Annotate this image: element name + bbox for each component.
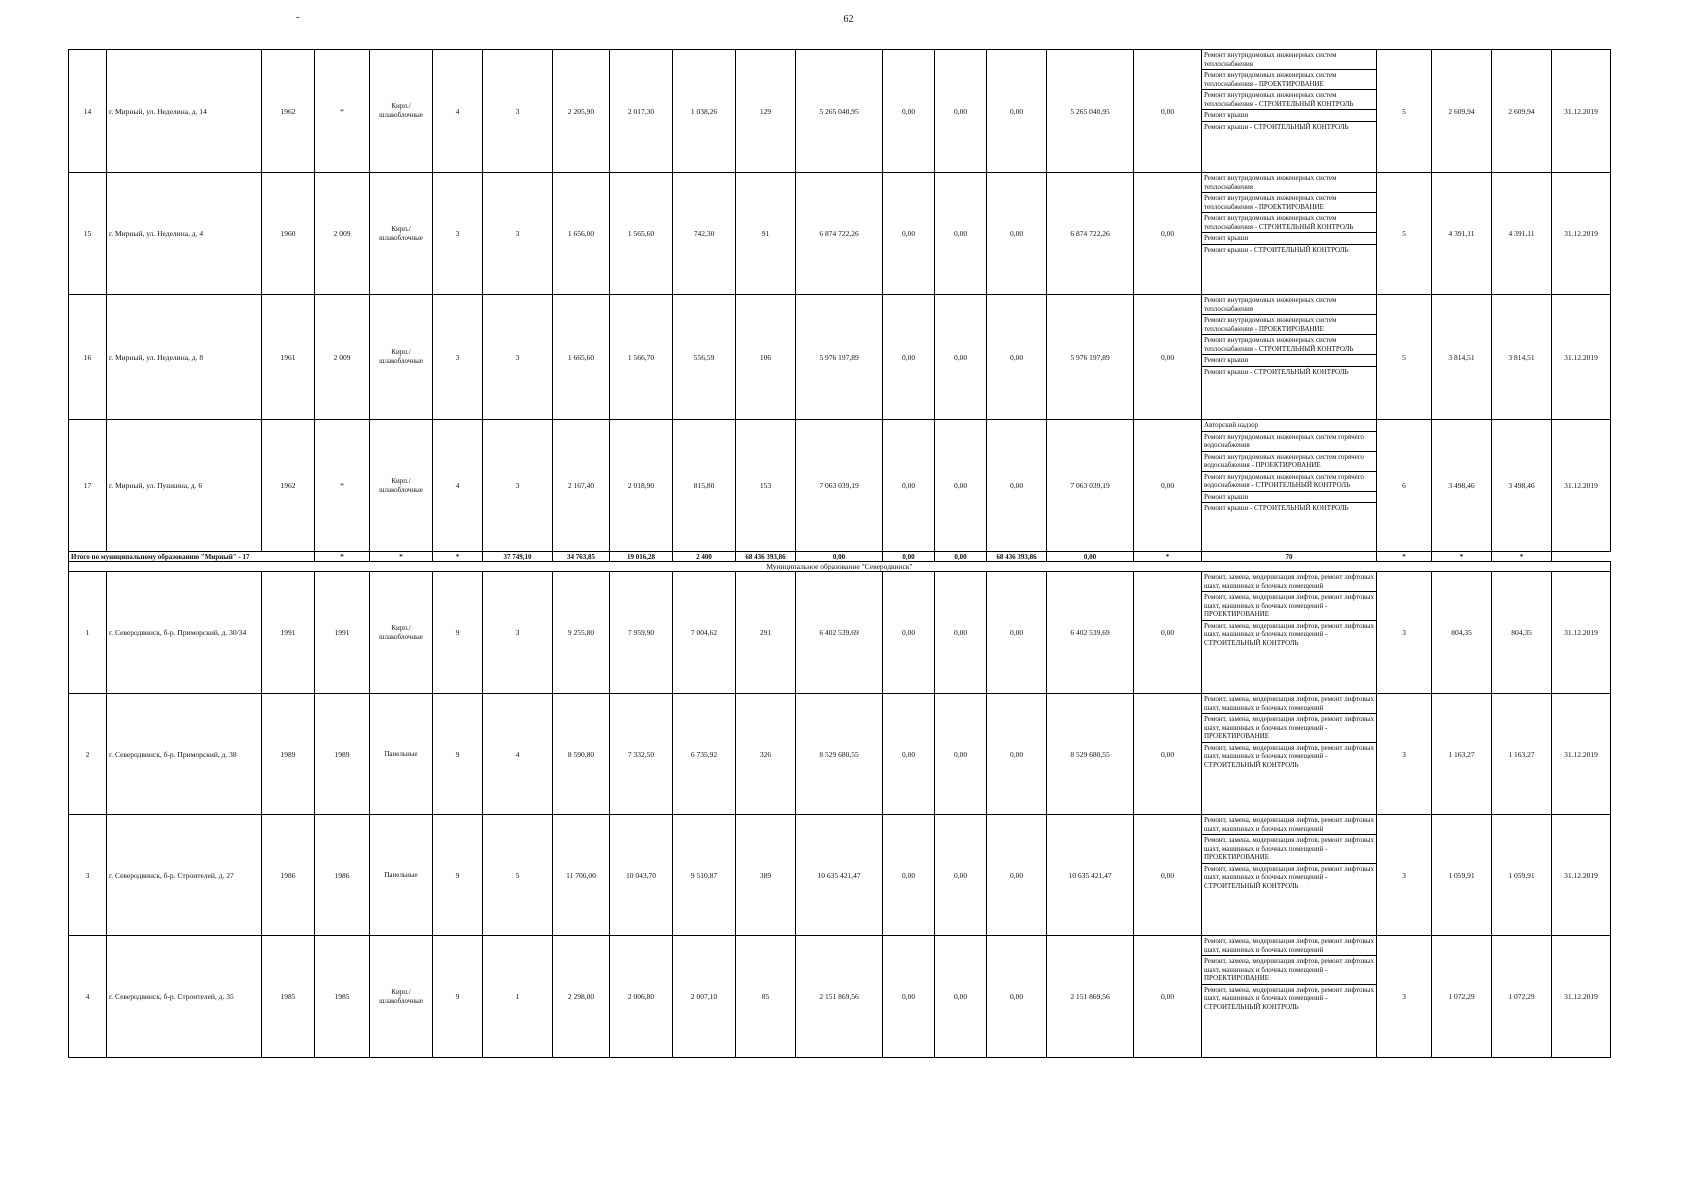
cell-area-owned: 742,30	[673, 173, 736, 295]
cell-unit-limit: 3 498,46	[1492, 420, 1552, 552]
cell-area-total: 11 706,00	[553, 815, 610, 936]
cell-area-owned: 1 038,26	[673, 50, 736, 173]
cell-unit-cost: 3 814,51	[1432, 295, 1492, 420]
cell-area-owned: 2 007,10	[673, 936, 736, 1058]
cell-fund-federal: 0,00	[883, 694, 935, 815]
total-fund-owners: 68 436 393,86	[987, 552, 1047, 562]
cell-fund-federal: 0,00	[883, 50, 935, 173]
work-item: Авторский надзор	[1202, 420, 1376, 432]
cell-fund-owners: 7 063 039,19	[1047, 420, 1134, 552]
cell-num: 14	[69, 50, 107, 173]
cell-material: Кирп./ шлакоблочные	[370, 420, 433, 552]
cell-fund-local: 0,00	[987, 694, 1047, 815]
cell-num: 2	[69, 694, 107, 815]
cell-fund-other: 0,00	[1134, 173, 1202, 295]
cell-cost-total: 2 151 869,56	[796, 936, 883, 1058]
work-item: Ремонт крыши	[1202, 492, 1376, 504]
cell-area-owned: 556,59	[673, 295, 736, 420]
cell-deadline: 31.12.2019	[1552, 694, 1611, 815]
work-item: Ремонт внутридомовых инженерных систем теплоснабжения - СТРОИТЕЛЬНЫЙ КОНТРОЛЬ	[1202, 213, 1376, 233]
cell-address: г. Северодвинск, б-р. Приморский, д. 38	[107, 694, 262, 815]
cell-material: Кирп./ шлакоблочные	[370, 50, 433, 173]
cell-year-built: 1991	[262, 572, 315, 694]
cell-area-owned: 6 735,92	[673, 694, 736, 815]
cell-num: 3	[69, 815, 107, 936]
cell-year-overhaul: *	[315, 50, 370, 173]
cell-year-overhaul: 1985	[315, 936, 370, 1058]
cell-year-overhaul: 2 009	[315, 295, 370, 420]
work-item: Ремонт крыши	[1202, 355, 1376, 367]
cell-area-living: 7 332,50	[610, 694, 673, 815]
cell-unit-limit: 3 814,51	[1492, 295, 1552, 420]
cell-year-overhaul: 1986	[315, 815, 370, 936]
work-item: Ремонт внутридомовых инженерных систем горячего водоснабжения	[1202, 432, 1376, 452]
cell-unit-cost: 1 059,91	[1432, 815, 1492, 936]
cell-deadline: 31.12.2019	[1552, 420, 1611, 552]
cell-fund-other: 0,00	[1134, 815, 1202, 936]
cell-area-total: 1 665,60	[553, 295, 610, 420]
cell-fund-owners: 10 635 421,47	[1047, 815, 1134, 936]
cell-deadline: 31.12.2019	[1552, 572, 1611, 694]
work-item: Ремонт внутридомовых инженерных систем теплоснабжения - СТРОИТЕЛЬНЫЙ КОНТРОЛЬ	[1202, 335, 1376, 355]
cell-residents: 326	[736, 694, 796, 815]
cell-works-list	[1202, 295, 1377, 420]
cell-address: г. Мирный, ул. Неделина, д. 14	[107, 50, 262, 173]
work-item: Ремонт крыши	[1202, 110, 1376, 122]
cell-num: 17	[69, 420, 107, 552]
total-c4: *	[370, 552, 433, 562]
cell-num: 4	[69, 936, 107, 1058]
cell-fund-owners: 6 402 539,69	[1047, 572, 1134, 694]
cell-fund-other: 0,00	[1134, 295, 1202, 420]
work-item: Ремонт внутридомовых инженерных систем теплоснабжения	[1202, 50, 1376, 70]
table-row	[69, 694, 1611, 815]
total-cost-total: 68 436 393,86	[736, 552, 796, 562]
cell-address: г. Северодвинск, б-р. Строителей, д. 35	[107, 936, 262, 1058]
cell-residents: 129	[736, 50, 796, 173]
total-deadline: *	[1492, 552, 1552, 562]
cell-works-count: 5	[1377, 173, 1432, 295]
cell-year-overhaul: 1989	[315, 694, 370, 815]
cell-works-list	[1202, 572, 1377, 694]
cell-area-living: 1 565,60	[610, 173, 673, 295]
cell-fund-other: 0,00	[1134, 50, 1202, 173]
cell-address: г. Северодвинск, б-р. Приморский, д. 30/34	[107, 572, 262, 694]
work-item: Ремонт внутридомовых инженерных систем теплоснабжения	[1202, 173, 1376, 193]
total-fund-regional: 0,00	[883, 552, 935, 562]
cell-unit-limit: 1 059,91	[1492, 815, 1552, 936]
cell-floors: 3	[433, 173, 483, 295]
cell-unit-limit: 1 072,29	[1492, 936, 1552, 1058]
cell-year-built: 1962	[262, 420, 315, 552]
cell-unit-cost: 1 163,27	[1432, 694, 1492, 815]
cell-address: г. Северодвинск, б-р. Строителей, д. 27	[107, 815, 262, 936]
cell-area-total: 2 167,40	[553, 420, 610, 552]
cell-fund-regional: 0,00	[935, 694, 987, 815]
cell-floors: 4	[433, 420, 483, 552]
work-item: Ремонт, замена, модернизация лифтов, ремонт лифтовых шахт, машинных и блочных помещений - СТРОИТЕЛЬНЫЙ КОНТРОЛЬ	[1204, 621, 1374, 647]
cell-entrances: 3	[483, 295, 553, 420]
work-item: Ремонт крыши - СТРОИТЕЛЬНЫЙ КОНТРОЛЬ	[1204, 122, 1349, 131]
cell-fund-regional: 0,00	[935, 815, 987, 936]
cell-year-built: 1989	[262, 694, 315, 815]
table-row	[69, 420, 1611, 552]
table-row	[69, 936, 1611, 1058]
cell-fund-regional: 0,00	[935, 50, 987, 173]
cell-year-built: 1960	[262, 173, 315, 295]
cell-deadline: 31.12.2019	[1552, 173, 1611, 295]
cell-deadline: 31.12.2019	[1552, 815, 1611, 936]
work-item: Ремонт, замена, модернизация лифтов, ремонт лифтовых шахт, машинных и блочных помещений	[1202, 694, 1376, 714]
cell-material: Кирп./ шлакоблочные	[370, 173, 433, 295]
work-item: Ремонт внутридомовых инженерных систем теплоснабжения - ПРОЕКТИРОВАНИЕ	[1202, 315, 1376, 335]
work-item: Ремонт внутридомовых инженерных систем теплоснабжения - СТРОИТЕЛЬНЫЙ КОНТРОЛЬ	[1202, 90, 1376, 110]
cell-cost-total: 6 874 722,26	[796, 173, 883, 295]
cell-deadline: 31.12.2019	[1552, 50, 1611, 173]
cell-floors: 9	[433, 936, 483, 1058]
cell-fund-owners: 8 529 680,55	[1047, 694, 1134, 815]
cell-num: 16	[69, 295, 107, 420]
cell-fund-owners: 6 874 722,26	[1047, 173, 1134, 295]
cell-residents: 106	[736, 295, 796, 420]
cell-fund-regional: 0,00	[935, 173, 987, 295]
total-works-count: 70	[1202, 552, 1377, 562]
cell-area-living: 10 043,70	[610, 815, 673, 936]
cell-fund-federal: 0,00	[883, 173, 935, 295]
cell-fund-other: 0,00	[1134, 572, 1202, 694]
cell-entrances: 3	[483, 572, 553, 694]
cell-fund-federal: 0,00	[883, 936, 935, 1058]
total-label: Итого по муниципальному образованию "Мирный" - 17	[69, 552, 315, 562]
cell-area-living: 7 959,90	[610, 572, 673, 694]
cell-area-living: 1 566,70	[610, 295, 673, 420]
table-row	[69, 50, 1611, 173]
cell-floors: 4	[433, 50, 483, 173]
cell-year-built: 1962	[262, 50, 315, 173]
cell-fund-local: 0,00	[987, 815, 1047, 936]
repair-program-table-wrapper	[68, 49, 1610, 1058]
cell-cost-total: 10 635 421,47	[796, 815, 883, 936]
cell-area-owned: 9 510,87	[673, 815, 736, 936]
total-residents: 2 400	[673, 552, 736, 562]
cell-entrances: 5	[483, 815, 553, 936]
total-fund-other: 0,00	[1047, 552, 1134, 562]
cell-year-overhaul: *	[315, 420, 370, 552]
cell-num: 1	[69, 572, 107, 694]
total-fund-local: 0,00	[935, 552, 987, 562]
cell-cost-total: 7 063 039,19	[796, 420, 883, 552]
cell-unit-cost: 2 609,94	[1432, 50, 1492, 173]
cell-address: г. Мирный, ул. Неделина, д. 8	[107, 295, 262, 420]
cell-unit-cost: 3 498,46	[1432, 420, 1492, 552]
cell-fund-federal: 0,00	[883, 420, 935, 552]
cell-residents: 91	[736, 173, 796, 295]
cell-fund-local: 0,00	[987, 936, 1047, 1058]
cell-entrances: 3	[483, 50, 553, 173]
total-area-total: 37 749,10	[483, 552, 553, 562]
cell-area-total: 1 656,00	[553, 173, 610, 295]
table-row	[69, 173, 1611, 295]
work-item: Ремонт крыши - СТРОИТЕЛЬНЫЙ КОНТРОЛЬ	[1204, 245, 1349, 254]
work-item: Ремонт крыши	[1202, 233, 1376, 245]
cell-unit-limit: 804,35	[1492, 572, 1552, 694]
cell-unit-limit: 4 391,11	[1492, 173, 1552, 295]
work-item: Ремонт внутридомовых инженерных систем теплоснабжения	[1202, 295, 1376, 315]
cell-entrances: 3	[483, 420, 553, 552]
cell-cost-total: 6 402 539,69	[796, 572, 883, 694]
cell-area-living: 2 017,30	[610, 50, 673, 173]
work-item: Ремонт крыши - СТРОИТЕЛЬНЫЙ КОНТРОЛЬ	[1204, 367, 1349, 376]
cell-material: Панельные	[370, 694, 433, 815]
work-item: Ремонт, замена, модернизация лифтов, ремонт лифтовых шахт, машинных и блочных помещений - СТРОИТЕЛЬНЫЙ КОНТРОЛЬ	[1204, 743, 1374, 769]
work-item: Ремонт, замена, модернизация лифтов, ремонт лифтовых шахт, машинных и блочных помещений	[1202, 936, 1376, 956]
work-item: Ремонт, замена, модернизация лифтов, ремонт лифтовых шахт, машинных и блочных помещений	[1202, 815, 1376, 835]
cell-floors: 9	[433, 815, 483, 936]
cell-unit-cost: 1 072,29	[1432, 936, 1492, 1058]
cell-residents: 291	[736, 572, 796, 694]
cell-unit-cost: 4 391,11	[1432, 173, 1492, 295]
cell-fund-federal: 0,00	[883, 572, 935, 694]
cell-floors: 9	[433, 694, 483, 815]
work-item: Ремонт, замена, модернизация лифтов, ремонт лифтовых шахт, машинных и блочных помещений - ПРОЕКТИРОВАНИЕ	[1202, 592, 1376, 621]
cell-area-total: 8 590,80	[553, 694, 610, 815]
work-item: Ремонт крыши - СТРОИТЕЛЬНЫЙ КОНТРОЛЬ	[1204, 504, 1349, 512]
work-item: Ремонт внутридомовых инженерных систем горячего водоснабжения - СТРОИТЕЛЬНЫЙ КОНТРОЛЬ	[1202, 472, 1376, 492]
cell-cost-total: 8 529 680,55	[796, 694, 883, 815]
total-fund-federal: 0,00	[796, 552, 883, 562]
work-item: Ремонт, замена, модернизация лифтов, ремонт лифтовых шахт, машинных и блочных помещений	[1202, 572, 1376, 592]
work-item: Ремонт внутридомовых инженерных систем теплоснабжения - ПРОЕКТИРОВАНИЕ	[1202, 70, 1376, 90]
cell-year-overhaul: 1991	[315, 572, 370, 694]
cell-area-total: 9 255,80	[553, 572, 610, 694]
total-c5: *	[433, 552, 483, 562]
cell-fund-regional: 0,00	[935, 420, 987, 552]
table-row	[69, 815, 1611, 936]
cell-area-owned: 7 004,62	[673, 572, 736, 694]
cell-fund-local: 0,00	[987, 50, 1047, 173]
cell-deadline: 31.12.2019	[1552, 295, 1611, 420]
work-item: Ремонт, замена, модернизация лифтов, ремонт лифтовых шахт, машинных и блочных помещений - СТРОИТЕЛЬНЫЙ КОНТРОЛЬ	[1204, 985, 1374, 1011]
municipality-header: Муниципальное образование "Северодвинск"	[69, 562, 1611, 572]
cell-year-built: 1985	[262, 936, 315, 1058]
cell-area-total: 2 205,90	[553, 50, 610, 173]
cell-cost-total: 5 265 040,95	[796, 50, 883, 173]
cell-cost-total: 5 976 197,89	[796, 295, 883, 420]
cell-residents: 153	[736, 420, 796, 552]
cell-unit-limit: 1 163,27	[1492, 694, 1552, 815]
repair-program-table	[68, 49, 1611, 1058]
work-item: Ремонт внутридомовых инженерных систем горячего водоснабжения - ПРОЕКТИРОВАНИЕ	[1202, 452, 1376, 472]
cell-area-total: 2 298,00	[553, 936, 610, 1058]
cell-deadline: 31.12.2019	[1552, 936, 1611, 1058]
cell-material: Кирп./ шлакоблочные	[370, 295, 433, 420]
cell-works-count: 3	[1377, 694, 1432, 815]
cell-works-count: 5	[1377, 295, 1432, 420]
cell-area-owned: 815,80	[673, 420, 736, 552]
cell-address: г. Мирный, ул. Пушкина, д. 6	[107, 420, 262, 552]
total-c3: *	[315, 552, 370, 562]
cell-floors: 3	[433, 295, 483, 420]
cell-fund-local: 0,00	[987, 295, 1047, 420]
table-row	[69, 572, 1611, 694]
cell-fund-local: 0,00	[987, 173, 1047, 295]
cell-fund-regional: 0,00	[935, 572, 987, 694]
total-unit-limit: *	[1432, 552, 1492, 562]
cell-area-living: 2 006,80	[610, 936, 673, 1058]
cell-address: г. Мирный, ул. Неделина, д. 4	[107, 173, 262, 295]
work-item: Ремонт внутридомовых инженерных систем теплоснабжения - ПРОЕКТИРОВАНИЕ	[1202, 193, 1376, 213]
cell-area-living: 2 018,90	[610, 420, 673, 552]
cell-fund-owners: 2 151 869,56	[1047, 936, 1134, 1058]
cell-num: 15	[69, 173, 107, 295]
cell-works-list	[1202, 936, 1377, 1058]
work-item: Ремонт, замена, модернизация лифтов, ремонт лифтовых шахт, машинных и блочных помещений - СТРОИТЕЛЬНЫЙ КОНТРОЛЬ	[1204, 864, 1374, 890]
cell-material: Кирп./ шлакоблочные	[370, 572, 433, 694]
work-item: Ремонт, замена, модернизация лифтов, ремонт лифтовых шахт, машинных и блочных помещений - ПРОЕКТИРОВАНИЕ	[1202, 835, 1376, 864]
total-row	[69, 552, 1611, 562]
cell-year-built: 1961	[262, 295, 315, 420]
table-body	[69, 50, 1611, 1058]
work-item: Ремонт, замена, модернизация лифтов, ремонт лифтовых шахт, машинных и блочных помещений - ПРОЕКТИРОВАНИЕ	[1202, 714, 1376, 743]
cell-works-list	[1202, 815, 1377, 936]
cell-fund-federal: 0,00	[883, 295, 935, 420]
cell-material: Панельные	[370, 815, 433, 936]
total-area-living: 34 763,85	[553, 552, 610, 562]
cell-fund-regional: 0,00	[935, 295, 987, 420]
cell-unit-cost: 804,35	[1432, 572, 1492, 694]
cell-unit-limit: 2 609,94	[1492, 50, 1552, 173]
cell-residents: 389	[736, 815, 796, 936]
work-item: Ремонт, замена, модернизация лифтов, ремонт лифтовых шахт, машинных и блочных помещений - ПРОЕКТИРОВАНИЕ	[1202, 956, 1376, 985]
total-area-owned: 19 016,28	[610, 552, 673, 562]
cell-works-count: 3	[1377, 815, 1432, 936]
cell-works-count: 6	[1377, 420, 1432, 552]
cell-fund-owners: 5 976 197,89	[1047, 295, 1134, 420]
cell-works-list	[1202, 694, 1377, 815]
cell-year-built: 1986	[262, 815, 315, 936]
total-works: *	[1134, 552, 1202, 562]
cell-works-count: 3	[1377, 936, 1432, 1058]
cell-entrances: 4	[483, 694, 553, 815]
cell-entrances: 1	[483, 936, 553, 1058]
cell-fund-other: 0,00	[1134, 420, 1202, 552]
cell-entrances: 3	[483, 173, 553, 295]
cell-works-list	[1202, 50, 1377, 173]
cell-works-list	[1202, 420, 1377, 552]
page-number: 62	[843, 14, 854, 25]
total-unit-cost: *	[1377, 552, 1432, 562]
cell-year-overhaul: 2 009	[315, 173, 370, 295]
cell-fund-owners: 5 265 040,95	[1047, 50, 1134, 173]
cell-fund-local: 0,00	[987, 420, 1047, 552]
cell-works-count: 5	[1377, 50, 1432, 173]
cell-material: Кирп./ шлакоблочные	[370, 936, 433, 1058]
cell-fund-other: 0,00	[1134, 694, 1202, 815]
cell-residents: 85	[736, 936, 796, 1058]
cell-fund-local: 0,00	[987, 572, 1047, 694]
cell-fund-federal: 0,00	[883, 815, 935, 936]
table-row	[69, 295, 1611, 420]
cell-works-count: 3	[1377, 572, 1432, 694]
cell-fund-other: 0,00	[1134, 936, 1202, 1058]
cell-floors: 9	[433, 572, 483, 694]
cell-works-list	[1202, 173, 1377, 295]
scan-mark: -	[296, 12, 300, 23]
municipality-header-row	[69, 562, 1611, 572]
cell-fund-regional: 0,00	[935, 936, 987, 1058]
